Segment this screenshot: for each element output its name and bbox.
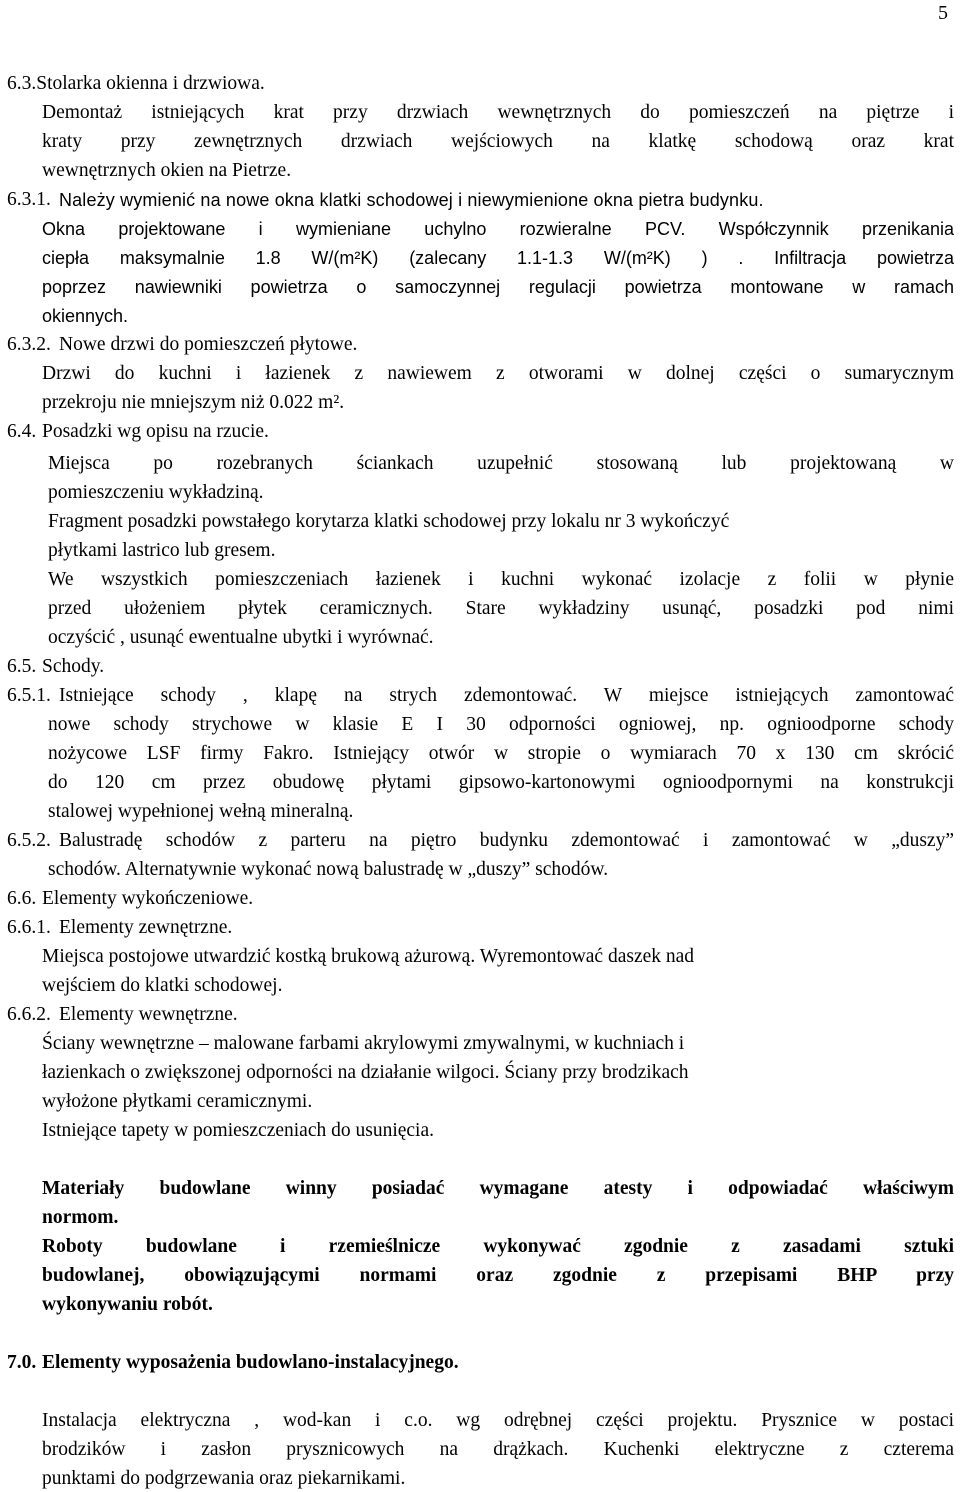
bold-note-line: normom.	[42, 1207, 119, 1228]
section-number-7-0: 7.0.	[7, 1352, 37, 1373]
section-title-6-4: Posadzki wg opisu na rzucie.	[42, 421, 269, 442]
paragraph-line: Okna projektowane i wymieniane uchylno rozwieralne PCV. Współczynnik przenikania	[42, 219, 954, 239]
paragraph-line: Drzwi do kuchni i łazienek z nawiewem z otworami w dolnej części o sumarycznym	[42, 363, 954, 384]
paragraph-line: Należy wymienić na nowe okna klatki schodowej i niewymienione okna pietra budynku.	[59, 190, 764, 210]
section-title-6-6-2: Elementy wewnętrzne.	[59, 1004, 238, 1025]
section-heading-6-3: 6.3.Stolarka okienna i drzwiowa.	[7, 73, 265, 94]
paragraph-line: Ściany wewnętrzne – malowane farbami akrylowymi zmywalnymi, w kuchniach i	[42, 1033, 685, 1054]
bold-note-line: wykonywaniu robót.	[42, 1294, 213, 1315]
paragraph-line: Istniejące schody , klapę na strych zdemontować. W miejsce istniejących zamontować	[59, 685, 954, 706]
paragraph-line: poprzez nawiewniki powietrza o samoczynnej regulacji powietrza montowane w ramach	[42, 277, 954, 297]
paragraph-line: ciepła maksymalnie 1.8 W/(m²K) (zalecany 1.1-1.3 W/(m²K) ) . Infiltracja powietrza	[42, 248, 954, 268]
section-title-6-6-1: Elementy zewnętrzne.	[59, 917, 233, 938]
paragraph-line: płytkami lastrico lub gresem.	[48, 540, 276, 561]
paragraph-line: Demontaż istniejących krat przy drzwiach wewnętrznych do pomieszczeń na piętrze i	[42, 102, 954, 123]
paragraph-line: Istniejące tapety w pomieszczeniach do usunięcia.	[42, 1120, 434, 1141]
paragraph-line: oczyścić , usunąć ewentualne ubytki i wyrównać.	[48, 627, 434, 648]
section-title-6-5: Schody.	[42, 656, 105, 677]
paragraph-line: We wszystkich pomieszczeniach łazienek i kuchni wykonać izolacje z folii w płynie	[48, 569, 954, 590]
section-title-6-3-2: Nowe drzwi do pomieszczeń płytowe.	[59, 334, 358, 355]
paragraph-line: wejściem do klatki schodowej.	[42, 975, 283, 996]
paragraph-line: Miejsca postojowe utwardzić kostką brukową ażurową. Wyremontować daszek nad	[42, 946, 695, 967]
paragraph-line: wyłożone płytkami ceramicznymi.	[42, 1091, 313, 1112]
paragraph-line: wewnętrznych okien na Pietrze.	[42, 160, 292, 181]
paragraph-line: pomieszczeniu wykładziną.	[48, 482, 264, 503]
bold-note-line: Roboty budowlane i rzemieślnicze wykonywać zgodnie z zasadami sztuki	[42, 1236, 954, 1257]
paragraph-line: do 120 cm przez obudowę płytami gipsowo-kartonowymi ognioodpornymi na konstrukcji	[48, 772, 954, 793]
paragraph-line: okiennych.	[42, 306, 129, 326]
section-title-7-0: Elementy wyposażenia budowlano-instalacyjnego.	[42, 1352, 459, 1373]
paragraph-line: Balustradę schodów z parteru na piętro budynku zdemontować i zamontować w „duszy”	[59, 830, 954, 851]
paragraph-line: przekroju nie mniejszym niż 0.022 m².	[42, 392, 345, 413]
bold-note-line: budowlanej, obowiązującymi normami oraz zgodnie z przepisami BHP przy	[42, 1265, 954, 1286]
page-number: 5	[938, 2, 948, 24]
paragraph-line: stalowej wypełnionej wełną mineralną.	[48, 801, 354, 822]
section-number-6-4: 6.4.	[7, 421, 37, 442]
paragraph-line: brodzików i zasłon prysznicowych na drążkach. Kuchenki elektryczne z czterema	[42, 1439, 954, 1460]
paragraph-line: łazienkach o zwiększonej odporności na działanie wilgoci. Ściany przy brodzikach	[42, 1062, 689, 1083]
section-number-6-5-1: 6.5.1.	[7, 685, 51, 706]
section-number-6-5-2: 6.5.2.	[7, 830, 51, 851]
section-number-6-5: 6.5.	[7, 656, 37, 677]
paragraph-line: Miejsca po rozebranych ściankach uzupełnić stosowaną lub projektowaną w	[48, 453, 954, 474]
section-number-6-3-1: 6.3.1.	[7, 189, 51, 210]
section-title-6-6: Elementy wykończeniowe.	[42, 888, 254, 909]
section-number-6-6: 6.6.	[7, 888, 37, 909]
paragraph-line: przed ułożeniem płytek ceramicznych. Stare wykładziny usunąć, posadzki pod nimi	[48, 598, 954, 619]
bold-note-line: Materiały budowlane winny posiadać wymagane atesty i odpowiadać właściwym	[42, 1178, 954, 1199]
paragraph-line: Fragment posadzki powstałego korytarza klatki schodowej przy lokalu nr 3 wykończyć	[48, 511, 730, 532]
paragraph-line: nowe schody strychowe w klasie E I 30 odporności ogniowej, np. ognioodporne schody	[48, 714, 954, 735]
section-number-6-6-2: 6.6.2.	[7, 1004, 51, 1025]
paragraph-line: punktami do podgrzewania oraz piekarnikami.	[42, 1468, 406, 1489]
paragraph-line: kraty przy zewnętrznych drzwiach wejściowych na klatkę schodową oraz krat	[42, 131, 954, 152]
section-number-6-3-2: 6.3.2.	[7, 334, 51, 355]
paragraph-line: Instalacja elektryczna , wod-kan i c.o. wg odrębnej części projektu. Prysznice w postaci	[42, 1410, 954, 1431]
paragraph-line: nożycowe LSF firmy Fakro. Istniejący otwór w stropie o wymiarach 70 x 130 cm skrócić	[48, 743, 954, 764]
paragraph-line: schodów. Alternatywnie wykonać nową balustradę w „duszy” schodów.	[48, 859, 609, 880]
section-number-6-6-1: 6.6.1.	[7, 917, 51, 938]
